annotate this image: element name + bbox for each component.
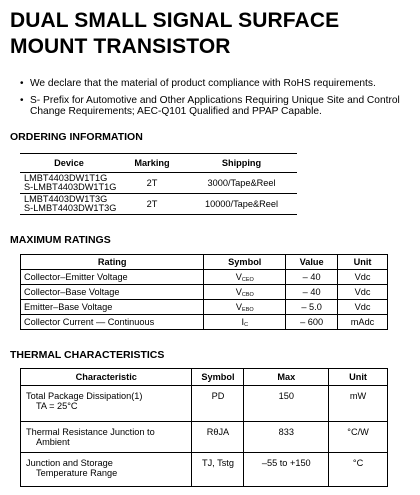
title-line-2: MOUNT TRANSISTOR bbox=[10, 35, 231, 58]
column-header: Unit bbox=[338, 255, 388, 270]
table-row bbox=[21, 270, 388, 285]
value-cell: – 40 bbox=[286, 285, 338, 300]
characteristic-cell bbox=[21, 386, 192, 422]
characteristic-name: Thermal Resistance Junction to bbox=[26, 427, 155, 437]
table-row bbox=[21, 315, 388, 330]
table-header-row bbox=[20, 154, 297, 173]
feature-item bbox=[20, 78, 415, 90]
ordering-heading: ORDERING INFORMATION bbox=[10, 131, 143, 143]
table-row bbox=[20, 173, 297, 194]
symbol-main: I bbox=[241, 316, 245, 327]
unit-cell: °C/W bbox=[329, 422, 388, 453]
characteristic-condition: Ambient bbox=[36, 437, 70, 447]
characteristic-condition: Temperature Range bbox=[36, 468, 118, 478]
symbol-cell: RθJA bbox=[192, 422, 244, 453]
feature-text: S- Prefix for Automotive and Other Applications Requiring Unique Site and Control Change Requirements; AEC-Q101 Qualified and PPAP Capable. bbox=[30, 94, 400, 117]
column-header: Marking bbox=[118, 154, 186, 173]
title-line-1: DUAL SMALL SIGNAL SURFACE bbox=[10, 9, 340, 32]
symbol-cell bbox=[204, 300, 286, 315]
column-header: Unit bbox=[329, 369, 388, 386]
symbol-cell bbox=[204, 315, 286, 330]
symbol-subscript: CBO bbox=[241, 291, 254, 298]
unit-cell: Vdc bbox=[338, 270, 388, 285]
unit-cell: Vdc bbox=[338, 300, 388, 315]
characteristic-cell bbox=[21, 453, 192, 487]
marking-cell: 2T bbox=[118, 173, 186, 194]
table-row bbox=[20, 194, 297, 215]
symbol-main: V bbox=[235, 286, 242, 297]
column-header: Max bbox=[244, 369, 329, 386]
page-title bbox=[10, 8, 410, 60]
max-cell: 150 bbox=[244, 386, 329, 422]
feature-text: We declare that the material of product compliance with RoHS requirements. bbox=[30, 78, 376, 89]
table-row bbox=[21, 453, 388, 487]
unit-cell: Vdc bbox=[338, 285, 388, 300]
feature-list bbox=[20, 78, 415, 123]
rating-cell: Collector Current — Continuous bbox=[21, 315, 204, 330]
unit-cell: °C bbox=[329, 453, 388, 487]
rating-cell: Collector–Base Voltage bbox=[21, 285, 204, 300]
table-row bbox=[21, 300, 388, 315]
symbol-cell: PD bbox=[192, 386, 244, 422]
value-cell: – 600 bbox=[286, 315, 338, 330]
table-row bbox=[21, 386, 388, 422]
symbol-subscript: CEO bbox=[241, 276, 254, 283]
characteristic-condition: TA = 25°C bbox=[36, 401, 78, 411]
device-name: LMBT4403DW1T1G bbox=[24, 173, 108, 183]
rating-cell: Emitter–Base Voltage bbox=[21, 300, 204, 315]
symbol-main: V bbox=[235, 271, 242, 282]
table-header-row bbox=[21, 369, 388, 386]
bullet-icon: • bbox=[20, 94, 24, 106]
ordering-table bbox=[20, 153, 297, 215]
shipping-cell: 3000/Tape&Reel bbox=[186, 173, 297, 194]
column-header: Rating bbox=[21, 255, 204, 270]
marking-cell: 2T bbox=[118, 194, 186, 215]
unit-cell: mW bbox=[329, 386, 388, 422]
column-header: Value bbox=[286, 255, 338, 270]
thermal-heading: THERMAL CHARACTERISTICS bbox=[10, 349, 165, 361]
column-header: Shipping bbox=[186, 154, 297, 173]
device-name: S-LMBT4403DW1T3G bbox=[24, 203, 117, 213]
table-header-row bbox=[21, 255, 388, 270]
table-row bbox=[21, 422, 388, 453]
bullet-icon: • bbox=[20, 78, 24, 89]
max-cell: 833 bbox=[244, 422, 329, 453]
max-cell: –55 to +150 bbox=[244, 453, 329, 487]
table-row bbox=[21, 285, 388, 300]
thermal-table bbox=[20, 368, 388, 487]
characteristic-name: Junction and Storage bbox=[26, 458, 113, 468]
characteristic-name: Total Package Dissipation(1) bbox=[26, 391, 143, 401]
ratings-table bbox=[20, 254, 388, 330]
feature-item bbox=[20, 95, 415, 118]
device-name: LMBT4403DW1T3G bbox=[24, 194, 108, 204]
symbol-cell bbox=[204, 270, 286, 285]
device-cell bbox=[20, 194, 118, 215]
symbol-main: V bbox=[235, 301, 243, 312]
device-name: S-LMBT4403DW1T1G bbox=[24, 182, 117, 192]
symbol-subscript: EBO bbox=[242, 306, 254, 313]
column-header: Characteristic bbox=[21, 369, 192, 386]
symbol-cell: TJ, Tstg bbox=[192, 453, 244, 487]
rating-cell: Collector–Emitter Voltage bbox=[21, 270, 204, 285]
characteristic-cell bbox=[21, 422, 192, 453]
device-cell bbox=[20, 173, 118, 194]
value-cell: – 5.0 bbox=[286, 300, 338, 315]
value-cell: – 40 bbox=[286, 270, 338, 285]
symbol-cell bbox=[204, 285, 286, 300]
shipping-cell: 10000/Tape&Reel bbox=[186, 194, 297, 215]
unit-cell: mAdc bbox=[338, 315, 388, 330]
column-header: Symbol bbox=[192, 369, 244, 386]
column-header: Symbol bbox=[204, 255, 286, 270]
column-header: Device bbox=[20, 154, 118, 173]
ratings-heading: MAXIMUM RATINGS bbox=[10, 234, 111, 246]
symbol-subscript: C bbox=[244, 321, 249, 328]
